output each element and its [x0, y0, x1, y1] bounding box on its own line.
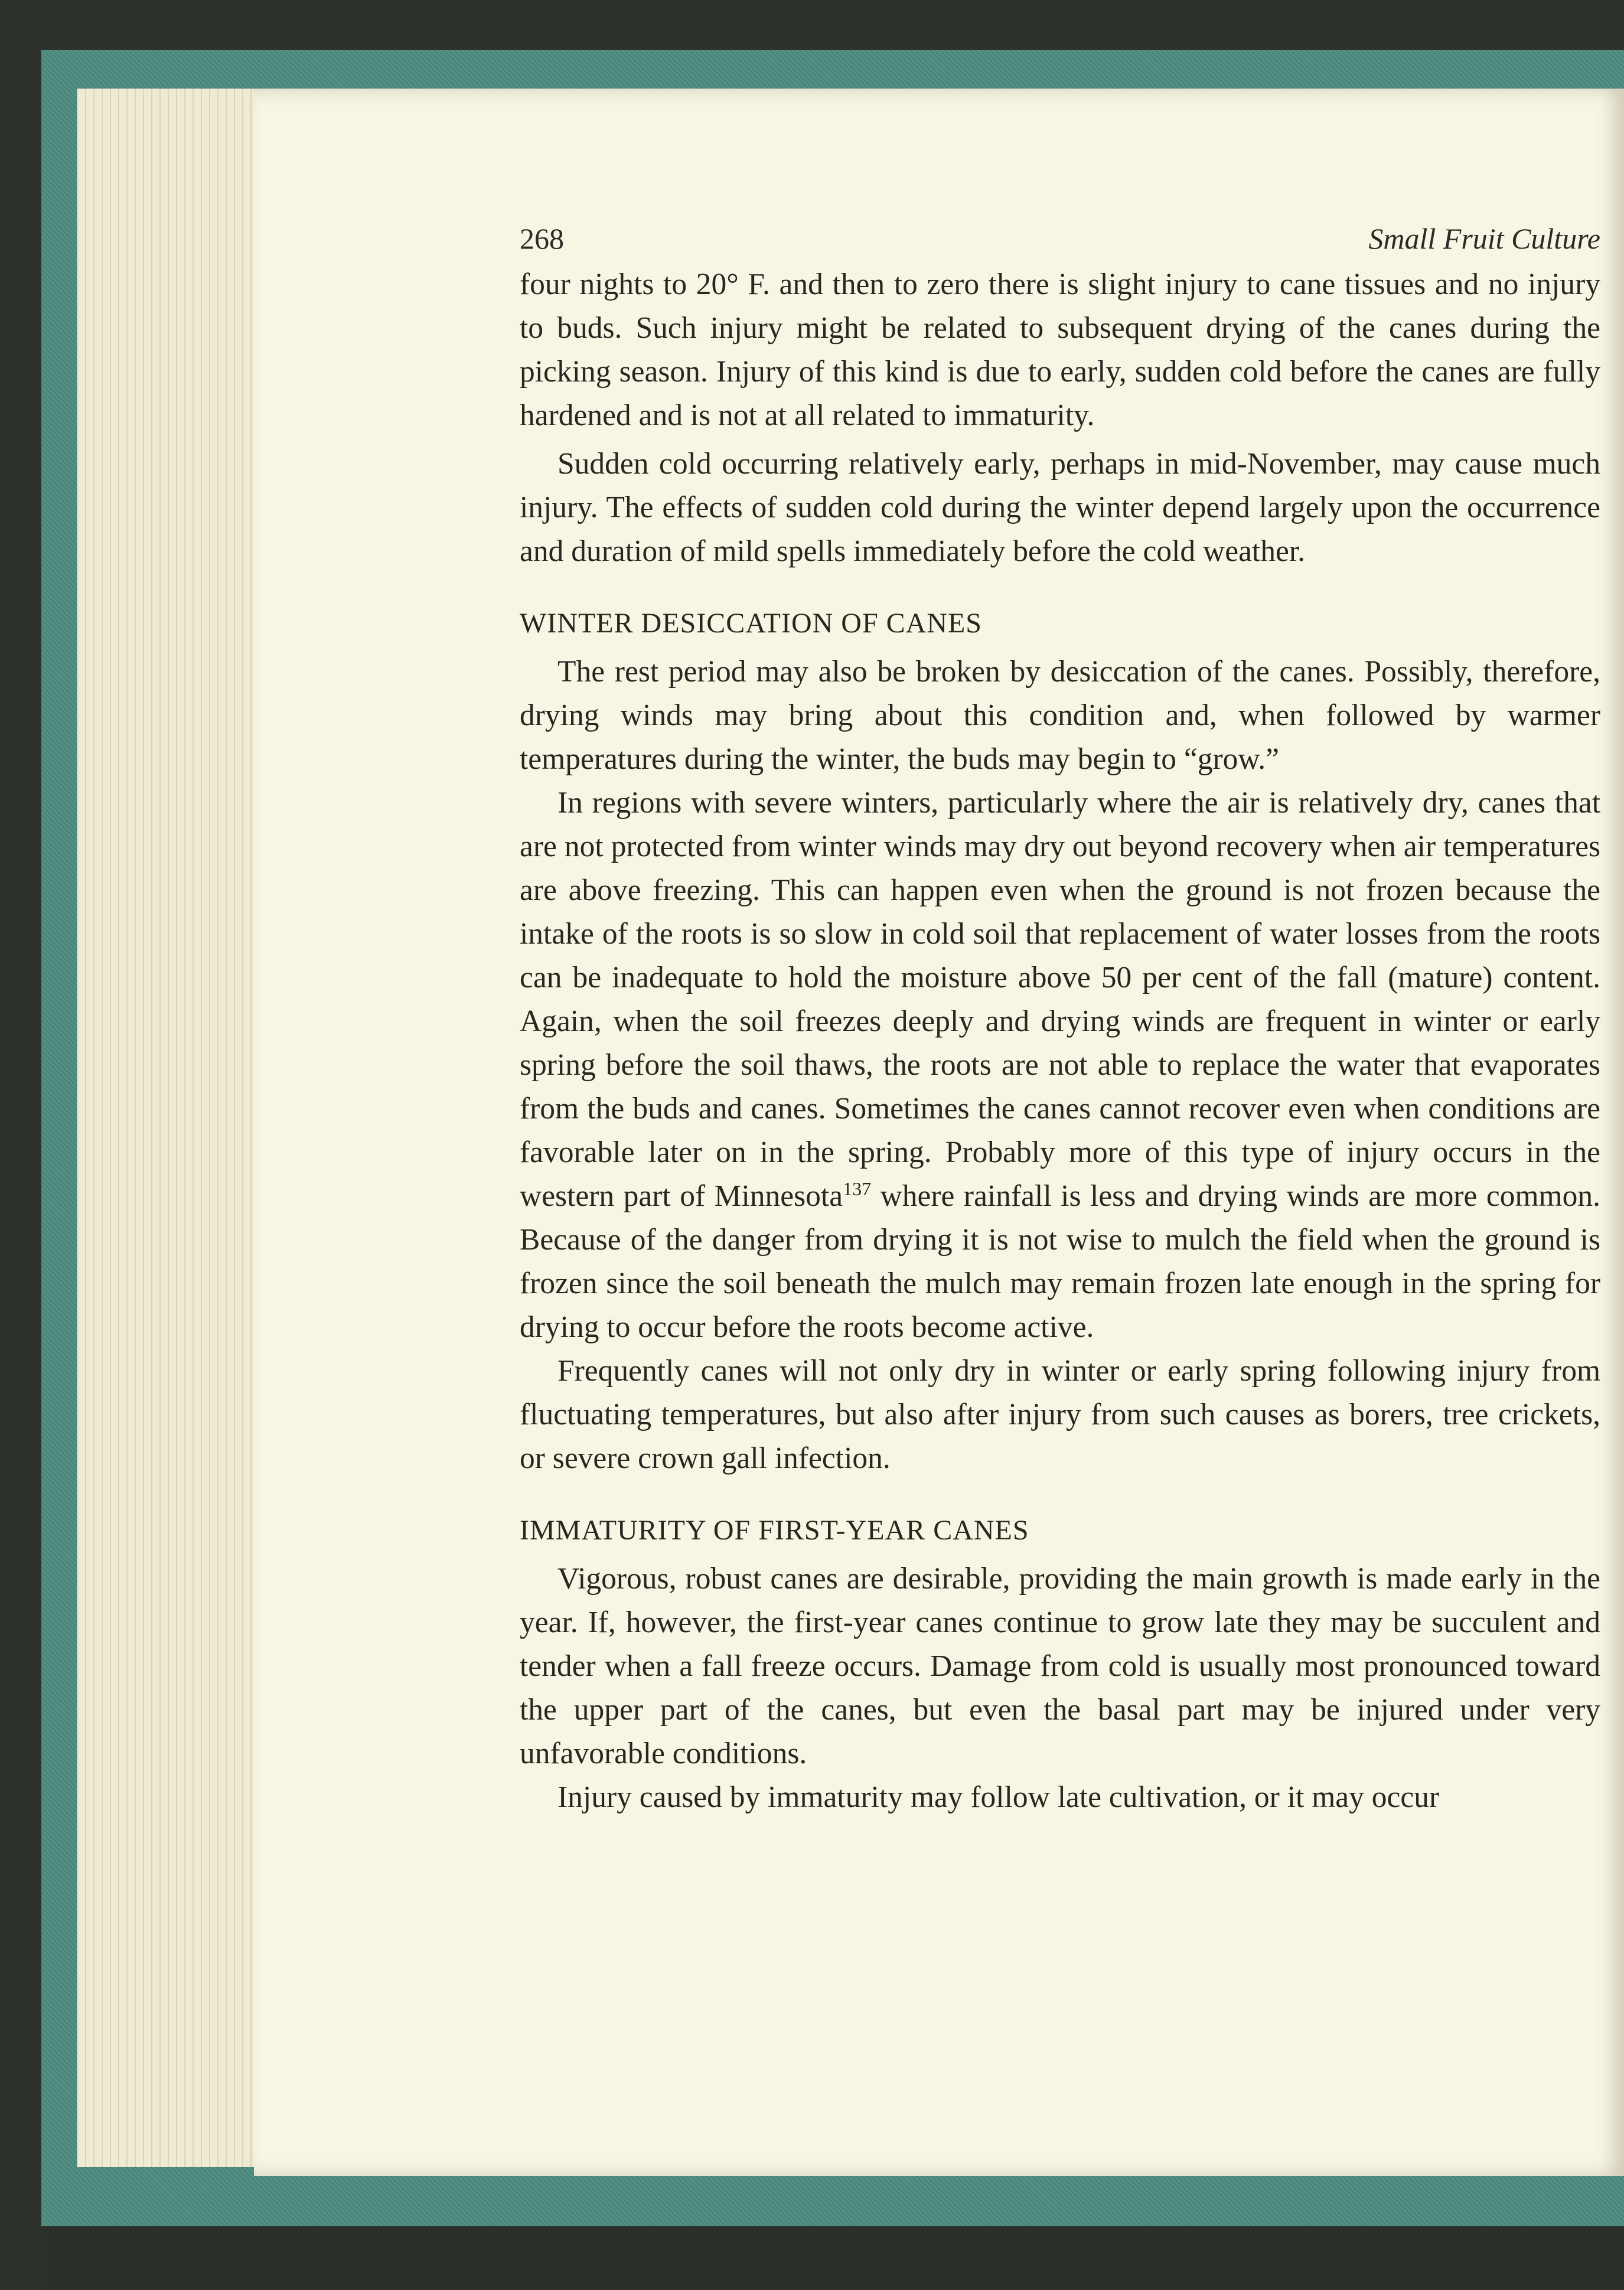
paragraph-6: Vigorous, robust canes are desirable, providing the main growth is made early in the year. If, however, the first-year canes continue to grow late they may be succulent and tender when a fall freeze occurs. Damage from cold is usually most pronounced toward the upper part of the canes, but even the basal part may be injured under very unfavorable conditions.: [520, 1562, 1600, 1770]
paragraph-3: The rest period may also be broken by desiccation of the canes. Possibly, therefore, drying winds may bring about this condition and, when followed by warmer temperatures during the winter, the buds may begin to “grow.”: [520, 655, 1600, 776]
page-content: [520, 221, 1600, 1819]
section-heading-immaturity: IMMATURITY OF FIRST-YEAR CANES: [520, 1515, 1029, 1546]
paragraph-4-part-1: In regions with severe winters, particularly where the air is relatively dry, canes that are not protected from winter winds may dry out beyond recovery when air temperatures are above freezing. This can happen even when the ground is not frozen because the intake of the roots is so slow in cold soil that replacement of water losses from the roots can be inadequate to hold the moisture above 50 per cent of the fall (mature) content. Again, when the soil freezes deeply and drying winds are frequent in winter or early spring before the soil thaws, the roots are not able to replace the water that evaporates from the buds and canes. Sometimes the canes cannot recover even when conditions are favorable later on in the spring. Probably more of this type of injury occurs in the western part of Minnesota: [520, 786, 1600, 1213]
paragraph-2: Sudden cold occurring relatively early, perhaps in mid-November, may cause much injury. The effects of sudden cold during the winter depend largely upon the occurrence and duration of mild spells immediately before the cold weather.: [520, 447, 1600, 568]
body-text: [520, 263, 1600, 1819]
section-heading-winter-desiccation: WINTER DESICCATION OF CANES: [520, 608, 982, 639]
page-edges: [77, 89, 272, 2167]
paragraph-1: four nights to 20° F. and then to zero there is slight injury to cane tissues and no injury to buds. Such injury might be related to subsequent drying of the canes during the picking season. Injury of this kind is due to early, sudden cold before the canes are fully hardened and is not at all related to immaturity.: [520, 268, 1600, 432]
scan-shadow: [41, 2226, 1624, 2290]
page-sheet: [254, 89, 1624, 2176]
paragraph-7: Injury caused by immaturity may follow late cultivation, or it may occur: [557, 1780, 1440, 1814]
paragraph-5: Frequently canes will not only dry in winter or early spring following injury from fluctuating temperatures, but also after injury from such causes as borers, tree crickets, or severe crown gall infection.: [520, 1354, 1600, 1475]
running-head: Small Fruit Culture: [1368, 222, 1600, 255]
page-number: 268: [520, 222, 564, 255]
paragraph-4: [520, 781, 1600, 1349]
footnote-reference: 137: [843, 1177, 872, 1199]
page-header: [520, 221, 1600, 263]
paragraph-4-part-2: where rainfall is less and drying winds are more common. Because of the danger from drying it is not wise to mulch the field when the ground is frozen since the soil beneath the mulch may remain frozen late enough in the spring for drying to occur before the roots become active.: [520, 1179, 1600, 1344]
